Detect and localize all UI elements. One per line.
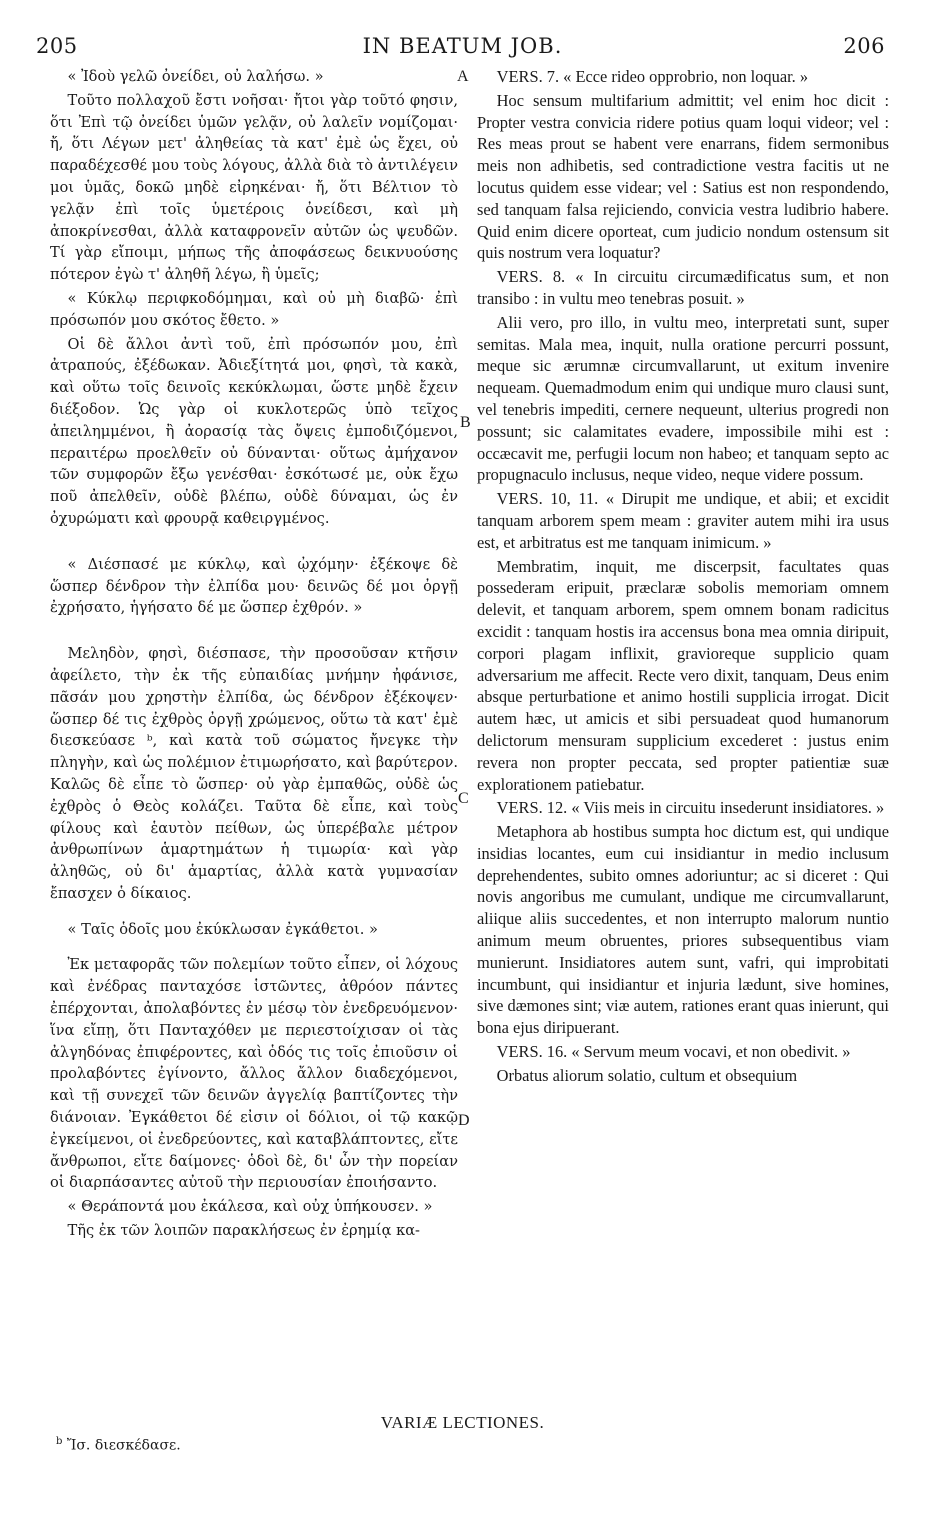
greek-commentary: Οἱ δὲ ἄλλοι ἀντὶ τοῦ, ἐπὶ πρόσωπόν μου, ἐπὶ ἀτραπούς, ἐξέδωκαν. Ἀδιεξίτητά μοι, φησὶ, τὰ κακὰ, καὶ οὕτω τοῖς δεινοῖς κεκύκλωμαι, ὥστε μηδὲ ἔχειν διέξοδον. Ὡς γὰρ οἱ κυκλοτερῶς ὑπὸ τεῖχος ἀπειλημμένοι, ἢ ἀορασίᾳ τὰς ὄψεις ἐμποδιζόμενοι, περαιτέρω προελθεῖν οὐ δύνανται· οὕτως ἀμήχανον τῶν συμφορῶν ἔξω γενέσθαι· ἐσκότωσέ με, οὐκ ἔχω ποῦ ἀπελθεῖν, οὐδὲ βλέπω, οὐδὲ δύναμαι, ὡς ἐν ὀχυρώματι καὶ φρουρᾷ καθειργμένος.: [50, 335, 458, 527]
variae-lectiones-heading: VARIÆ LECTIONES.: [380, 1413, 545, 1432]
latin-verse: VERS. 7. « Ecce rideo opprobrio, non loquar. »: [496, 67, 809, 86]
latin-commentary: Alii vero, pro illo, in vultu meo, interpretati sunt, super semitas. Mala mea, inquit, nulla oratione percurri possunt, meque sic ærumnæ circumvallarunt, ut exitum invenire nequeam. Quemadmodum enim qui undique muro clausi sunt, vel tenebris impediti, cernere nequeunt, ulterius progredi non possunt; sic calamitates evadere, impossibile mihi est : occæcavit me, perfugii locum non habeo; et tanquam septo ac propugnaculo inclusus, neque video, neque videre possum.: [477, 312, 889, 485]
latin-commentary: Hoc sensum multifarium admittit; vel enim hoc dicit : Propter vestra convicia ridere potius quam loqui videor; vel : Res meas prout se habent vere enarrans, fidem sermonibus meis non adhibetis, sed contradictione vestra facitis ut ne locutus quidem esse videar; vel : Satius est non respondendo, sed tanquam falsa rejiciendo, convicia vestra ludibrio habere. Quid enim dicere oporteat, cum judicio nondum ostensum sit quis nostrum vera loquatur?: [477, 90, 889, 263]
latin-column: [477, 66, 889, 1089]
latin-verse: VERS. 12. « Viis meis in circuitu insederunt insidiatores. »: [496, 798, 885, 818]
latin-commentary: Orbatus aliorum solatio, cultum et obsequium: [496, 1065, 798, 1085]
section-marker-b: B: [460, 414, 471, 431]
right-page-number: 206: [843, 34, 885, 58]
latin-commentary: Membratim, inquit, me discerpsit, facultates quas possederam eripuit, præclaræ sobolis memoriam omnem delevit, et tanquam arborem, spem omnem bonam radicitus excidit : tanquam hostis ira accensus bona mea omnia diripuit, corpori plagam inflixit, gravioreque supplicio quam adversarium me affecit. Recte vero dixit, tanquam, Deus enim absque perturbatione et animo hostili supplicia irrogat. Dicit autem hæc, ut amicis et sibi persuadeat quod humanorum delictorum mensuram supplicium excederet : justus enim revera non propter peccata, sed propter patientiæ suæ explorationem patiebatur.: [477, 556, 889, 794]
footnote-mark: b: [56, 1436, 63, 1447]
left-page-number: 205: [36, 34, 78, 58]
greek-lemma: « Ταῖς ὁδοῖς μου ἐκύκλωσαν ἐγκάθετοι. »: [67, 920, 378, 938]
footnote-text: Ἴσ. διεσκέδασε.: [66, 1437, 181, 1454]
section-marker-d: D: [458, 1112, 470, 1129]
latin-commentary: Metaphora ab hostibus sumpta hoc dictum est, qui undique insidias locantes, eum cui insidiantur in medio inclusum deprehendentes, subito omnes adoriuntur; ac si diceret : Qui novis angoribus me cumulant, undique me circumvallarunt, aliique aliis succedentes, et non interrupto malorum nuntio animum meum obruentes, priores subsequentibus viam munierunt. Insidiatores autem sunt, vafri, qui improbitati incumbunt, qui insidiantur et injuria lædunt, sive homines, sive dæmones sint; viæ autem, rationes erant quas inierunt, qui bona ejus diripuerant.: [477, 822, 889, 1038]
greek-lemma: « Διέσπασέ με κύκλῳ, καὶ ᾠχόμην· ἐξέκοψε δὲ ὥσπερ δένδρον τὴν ἐλπίδα μου· δεινῶς δέ μοι ὀργῇ ἐχρήσατο, ἡγήσατο δέ με ὥσπερ ἐχθρόν. »: [50, 555, 458, 617]
section-marker-c: C: [458, 790, 469, 807]
section-marker-a: A: [457, 68, 469, 85]
greek-commentary: Ἐκ μεταφορᾶς τῶν πολεμίων τοῦτο εἶπεν, οἱ λόχους καὶ ἐνέδρας πανταχόσε ἱστῶντες, ἀθρόον πάντες ἐπέρχονται, ἀπολαβόντες ἐν μέσῳ τὸν ἐνεδρευόμενον· ἵνα εἴπῃ, ὅτι Πανταχόθεν με περιεστοίχισαν οἱ τὰς ἀλγηδόνας ἐπιφέροντες, καὶ ὁδός τις τοῖς ἐπιοῦσιν οἱ προλαβόντες ἐγίνοντο, ἄλλος ἄλλον διαδεχόμενοι, καὶ τῇ συνεχεῖ τῶν δεινῶν ἀγγελίᾳ βαπτίζοντες τὴν διάνοιαν. Ἐγκάθετοι δέ εἰσιν οἱ δόλιοι, οἱ τῷ κακῷ ἐγκείμενοι, οἱ ἐνεδρεύοντες, καὶ καταβλάπτοντες, εἴτε ἄνθρωποι, εἴτε δαίμονες· ὁδοὶ δὲ, δι' ὧν τὴν πορείαν οἱ διαρπάσαντες αὐτοῦ τὴν περιουσίαν ἐποιήσαντο.: [50, 956, 458, 1192]
greek-commentary: Τοῦτο πολλαχοῦ ἔστι νοῆσαι· ἤτοι γὰρ τοῦτό φησιν, ὅτι Ἐπὶ τῷ ὀνείδει ὑμῶν γελᾷν, οὐ λαλεῖν νομίζομαι· ἤ, ὅτι Λέγων μετ' ἀληθείας τὰ κατ' ἐμὲ ὡς ἔχει, οὐ παραδέχεσθέ μου τοὺς λόγους, ἀλλὰ διὰ τὸ ἀντιλέγειν μοι ὑμᾶς, δοκῶ μηδὲ εἰρηκέναι· ἤ, ὅτι Βέλτιον τὸ γελᾷν ἐπὶ τοῖς ὑμετέροις ὀνείδεσι, καὶ μὴ ἀποκρίνεσθαι, ἀλλὰ καταφρονεῖν αὐτῶν ὡς ψευδῶν. Τί γὰρ εἴποιμι, μήπως τῆς ἀποφάσεως δεικνυούσης πότερον ἐγὼ τ' ἀληθῆ λέγω, ἢ ὑμεῖς;: [50, 91, 458, 284]
greek-commentary: Μεληδὸν, φησὶ, διέσπασε, τὴν προσοῦσαν κτῆσιν ἀφείλετο, τὴν ἐκ τῆς εὐπαιδίας μνήμην ἠφάνισε, πᾶσάν μου χρηστὴν ἐλπίδα, ὡς δένδρον ἐξέκοψεν· ὥσπερ δέ τις ἐχθρὸς ὀργῇ χρώμενος, οὕτω τὰ κατ' ἐμὲ διεσκεύασε ᵇ, καὶ κατὰ τοῦ σώματος ἤνεγκε τὴν πληγὴν, καὶ ὡς πολέμιον ἐτιμωρήσατο, καὶ βαρύτερον. Καλῶς δὲ εἶπε τὸ ὥσπερ· οὐ γὰρ ἐμπαθῶς, οὐδὲ ὡς ἐχθρὸς ὁ Θεὸς κολάζει. Ταῦτα δὲ εἶπε, καὶ τοὺς φίλους καὶ ἑαυτὸν πείθων, ὡς ὑπερέβαλε μέτρον ἀνθρωπίνων ἁμαρτημάτων ἡ τιμωρία· καὶ γὰρ ἀληθῶς, οὐ δι' ἁμαρτίας, ἀλλὰ κατὰ γυμνασίαν ἔπασχεν ὁ δίκαιος.: [50, 645, 458, 902]
greek-lemma: « Ἰδοὺ γελῶ ὀνείδει, οὐ λαλήσω. »: [67, 68, 324, 85]
latin-verse: VERS. 16. « Servum meum vocavi, et non obedivit. »: [496, 1042, 851, 1062]
latin-verse: VERS. 8. « In circuitu circumædificatus sum, et non transibo : in vultu meo tenebras posuit. »: [477, 267, 889, 308]
footnote: [56, 1436, 181, 1454]
greek-column: [50, 66, 458, 1244]
running-title: IN BEATUM JOB.: [362, 34, 563, 58]
greek-commentary: Τῆς ἐκ τῶν λοιπῶν παρακλήσεως ἐν ἐρημίᾳ κα-: [67, 1222, 420, 1240]
greek-lemma: « Θεράποντά μου ἐκάλεσα, καὶ οὐχ ὑπήκουσεν. »: [67, 1198, 433, 1216]
greek-lemma: « Κύκλῳ περιφκοδόμημαι, καὶ οὐ μὴ διαβῶ· ἐπὶ πρόσωπόν μου σκότος ἔθετο. »: [50, 289, 458, 329]
latin-verse: VERS. 10, 11. « Dirupit me undique, et abii; et excidit tanquam arborem spem meam : graviter autem mihi ira usus est, et arbitratus est me tanquam inimicum. »: [477, 489, 889, 552]
